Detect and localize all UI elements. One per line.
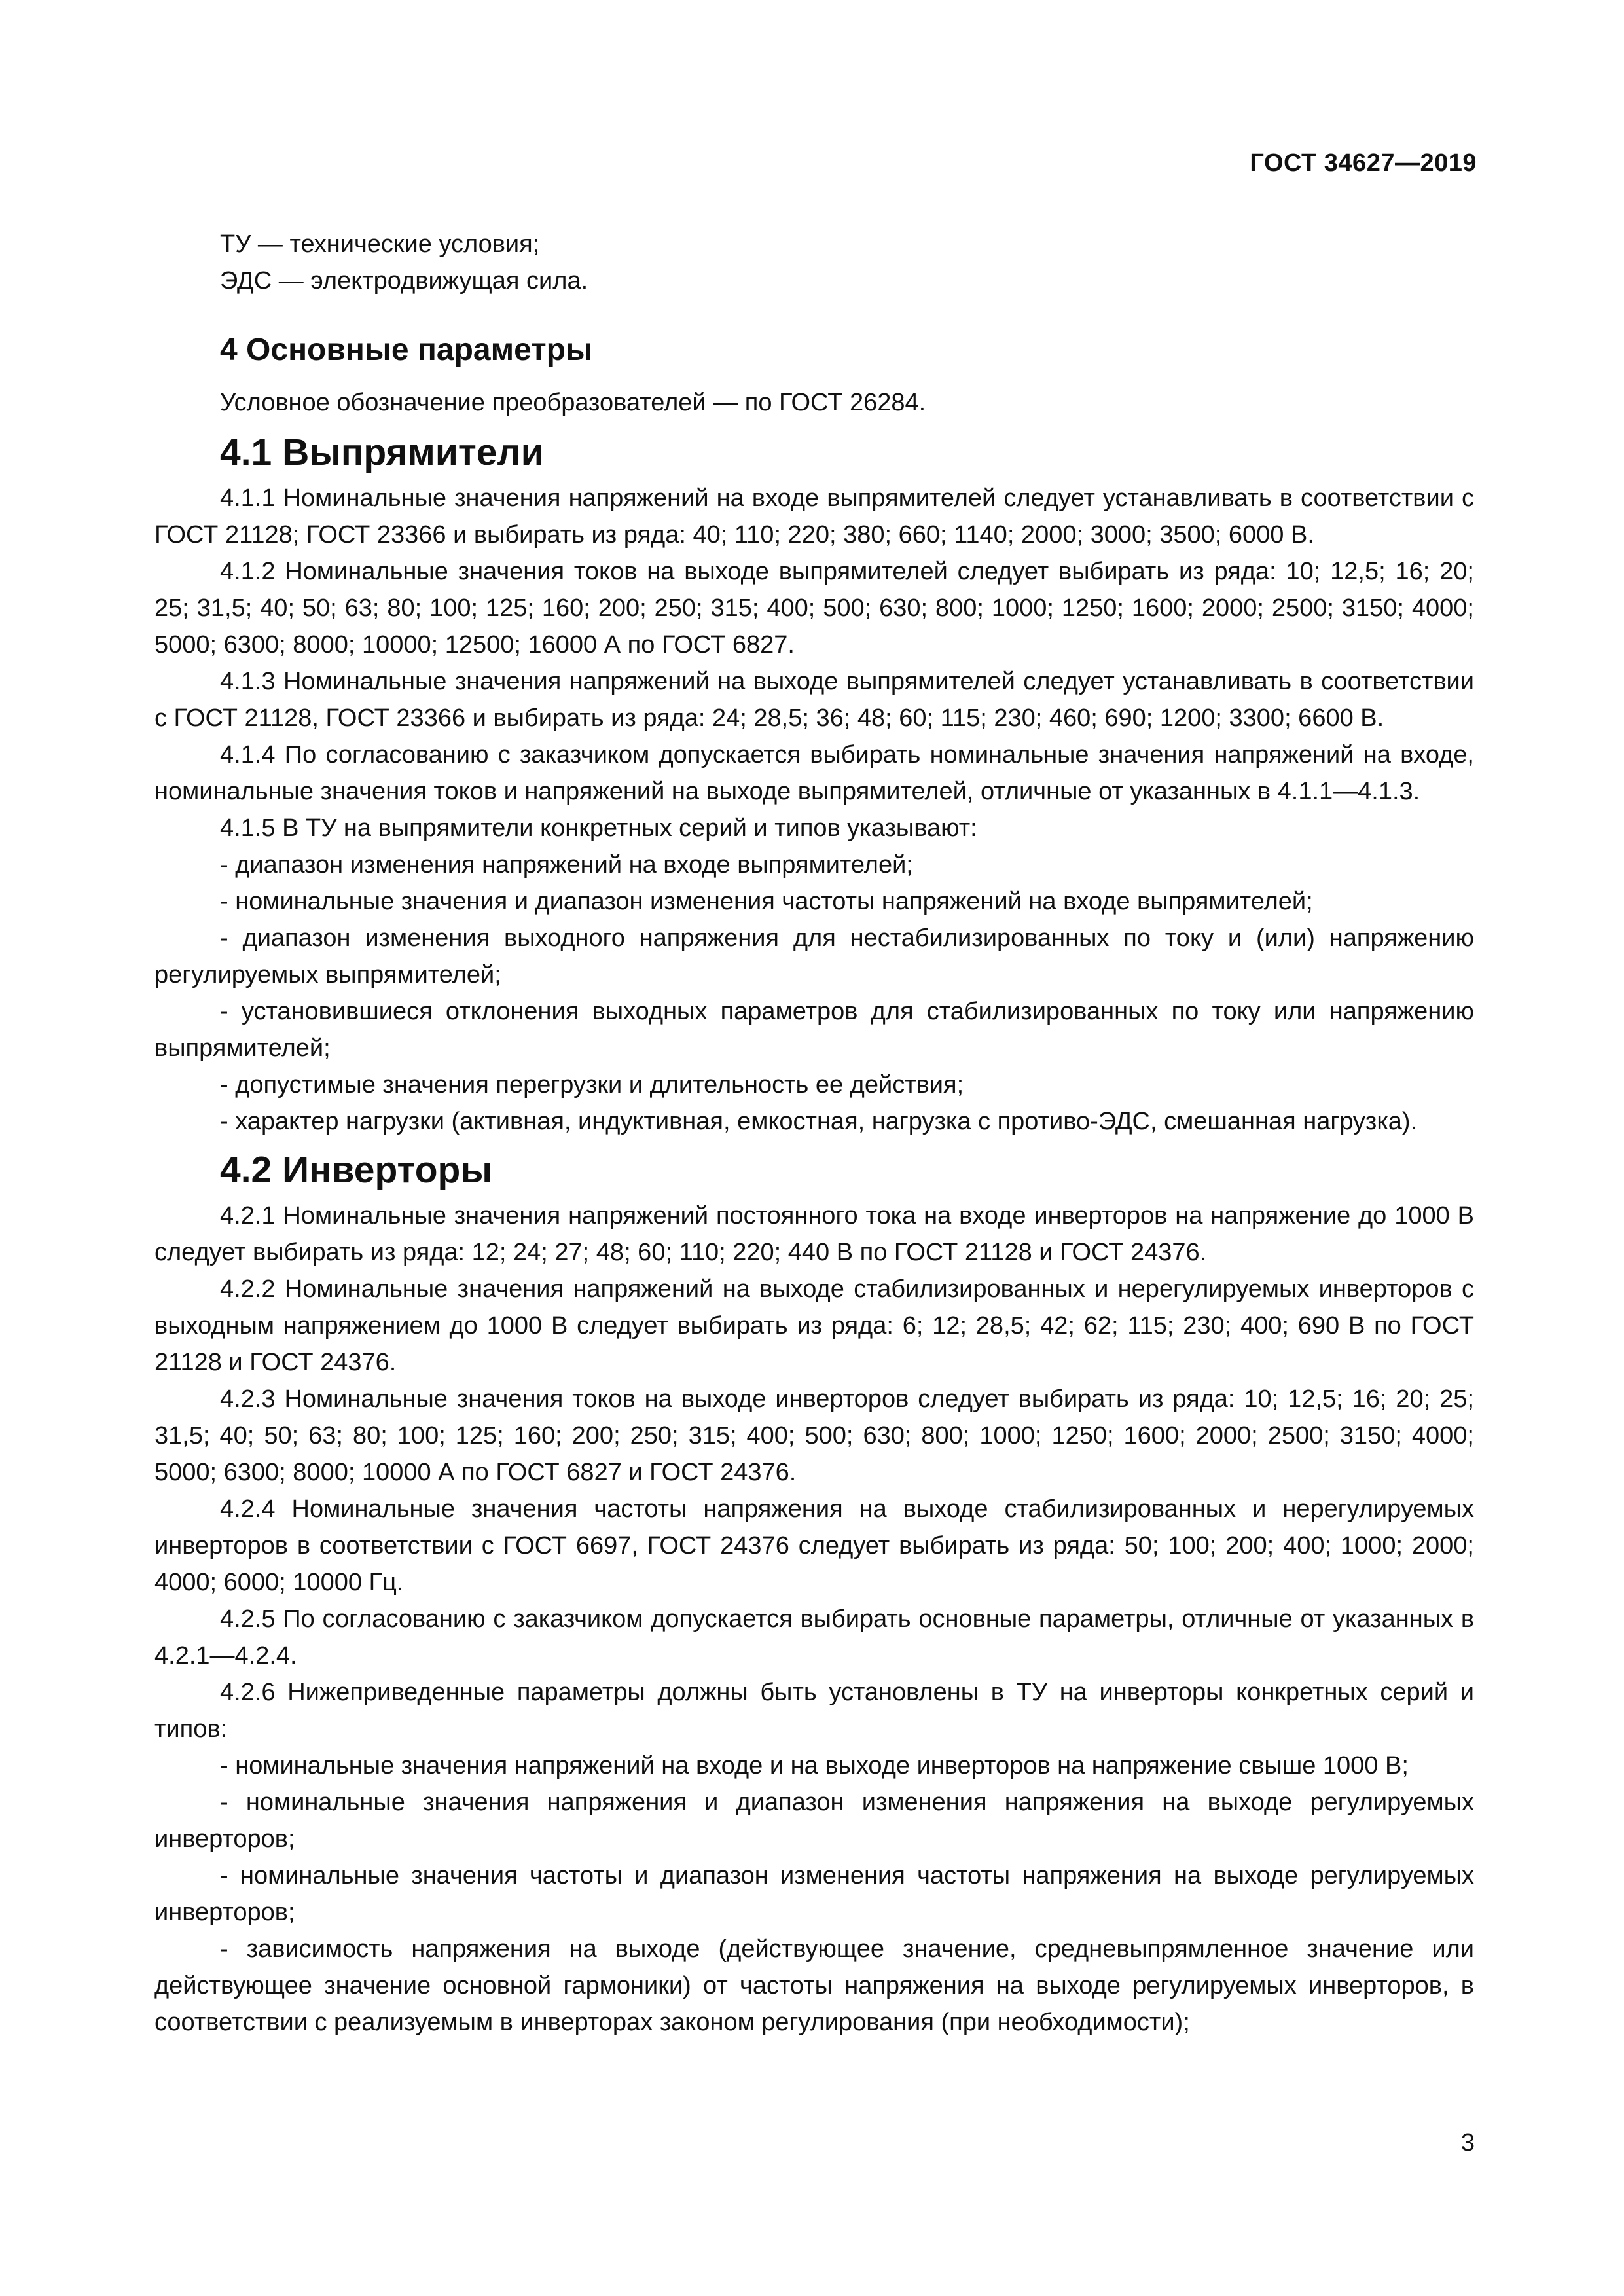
document-body — [154, 226, 1474, 2041]
list-item: - зависимость напряжения на выходе (действующее значение, средневыпрямленное значение или действующее значение основной гармоники) от частоты напряжения на выходе регулируемых инверторов, в соответствии с реализуемым в инверторах законом регулирования (при необходимости); — [154, 1935, 1474, 2036]
subsection-title-inverters: 4.2 Инверторы — [220, 1149, 493, 1191]
abbreviation-eds: ЭДС — электродвижущая сила. — [220, 267, 588, 295]
clause-4-2-4: 4.2.4 Номинальные значения частоты напряжения на выходе стабилизированных и нерегулируемых инверторов в соответствии с ГОСТ 6697, ГОСТ 24376 следует выбирать из ряда: 50; 100; 200; 400; 1000; 2000; 4000; 6000; 10000 Гц. — [154, 1495, 1474, 1596]
list-item: - допустимые значения перегрузки и длительность ее действия; — [220, 1071, 964, 1099]
list-item: - номинальные значения частоты и диапазон изменения частоты напряжения на выходе регулируемых инверторов; — [154, 1862, 1474, 1926]
page-number: 3 — [1460, 2129, 1475, 2157]
document-code: ГОСТ 34627—2019 — [1250, 149, 1477, 177]
clause-4-2-3: 4.2.3 Номинальные значения токов на выходе инверторов следует выбирать из ряда: 10; 12,5; 16; 20; 25; 31,5; 40; 50; 63; 80; 100; 125; 160; 200; 250; 315; 400; 500; 630; 800; 1000; 1250; 1600; 2000; 2500; 3150; 4000; 5000; 6300; 8000; 10000 А по ГОСТ 6827 и ГОСТ 24376. — [154, 1385, 1474, 1486]
subsection-title-rectifiers: 4.1 Выпрямители — [220, 431, 544, 473]
clause-4-1-5: 4.1.5 В ТУ на выпрямители конкретных серий и типов указывают: — [220, 814, 977, 842]
list-item: - характер нагрузки (активная, индуктивная, емкостная, нагрузка с противо-ЭДС, смешанная нагрузка). — [220, 1108, 1418, 1135]
clause-4-1-1: 4.1.1 Номинальные значения напряжений на входе выпрямителей следует устанавливать в соответствии с ГОСТ 21128; ГОСТ 23366 и выбирать из ряда: 40; 110; 220; 380; 660; 1140; 2000; 3000; 3500; 6000 В. — [154, 484, 1474, 549]
clause-4-1-2: 4.1.2 Номинальные значения токов на выходе выпрямителей следует выбирать из ряда: 10; 12,5; 16; 20; 25; 31,5; 40; 50; 63; 80; 100; 125; 160; 200; 250; 315; 400; 500; 630; 800; 1000; 1250; 1600; 2000; 2500; 3150; 4000; 5000; 6300; 8000; 10000; 12500; 16000 А по ГОСТ 6827. — [154, 558, 1474, 659]
clause-4-2-6: 4.2.6 Нижеприведенные параметры должны быть установлены в ТУ на инверторы конкретных серий и типов: — [154, 1679, 1474, 1743]
list-item: - номинальные значения напряжений на входе и на выходе инверторов на напряжение свыше 1000 В; — [220, 1752, 1409, 1779]
clause-4-1-4: 4.1.4 По согласованию с заказчиком допускается выбирать номинальные значения напряжений на входе, номинальные значения токов и напряжений на выходе выпрямителей, отличные от указанных в 4.1.1—4.1.3. — [154, 741, 1474, 805]
abbreviation-tu: ТУ — технические условия; — [220, 230, 540, 258]
section-intro: Условное обозначение преобразователей — по ГОСТ 26284. — [220, 389, 926, 416]
list-item: - установившиеся отклонения выходных параметров для стабилизированных по току или напряжению выпрямителей; — [154, 998, 1474, 1062]
clause-4-2-5: 4.2.5 По согласованию с заказчиком допускается выбирать основные параметры, отличные от указанных в 4.2.1—4.2.4. — [154, 1605, 1474, 1669]
clause-4-2-1: 4.2.1 Номинальные значения напряжений постоянного тока на входе инверторов на напряжение до 1000 В следует выбирать из ряда: 12; 24; 27; 48; 60; 110; 220; 440 В по ГОСТ 21128 и ГОСТ 24376. — [154, 1202, 1474, 1266]
list-item: - номинальные значения напряжения и диапазон изменения напряжения на выходе регулируемых инверторов; — [154, 1789, 1474, 1853]
section-title: 4 Основные параметры — [220, 333, 592, 367]
clause-4-1-3: 4.1.3 Номинальные значения напряжений на выходе выпрямителей следует устанавливать в соответствии с ГОСТ 21128, ГОСТ 23366 и выбирать из ряда: 24; 28,5; 36; 48; 60; 115; 230; 460; 690; 1200; 3300; 6600 В. — [154, 668, 1474, 732]
clause-4-2-2: 4.2.2 Номинальные значения напряжений на выходе стабилизированных и нерегулируемых инверторов с выходным напряжением до 1000 В следует выбирать из ряда: 6; 12; 28,5; 42; 62; 115; 230; 400; 690 В по ГОСТ 21128 и ГОСТ 24376. — [154, 1275, 1474, 1376]
list-item: - диапазон изменения выходного напряжения для нестабилизированных по току и (или) напряжению регулируемых выпрямителей; — [154, 924, 1474, 989]
list-item: - диапазон изменения напряжений на входе выпрямителей; — [220, 851, 913, 879]
list-item: - номинальные значения и диапазон изменения частоты напряжений на входе выпрямителей; — [220, 888, 1313, 915]
